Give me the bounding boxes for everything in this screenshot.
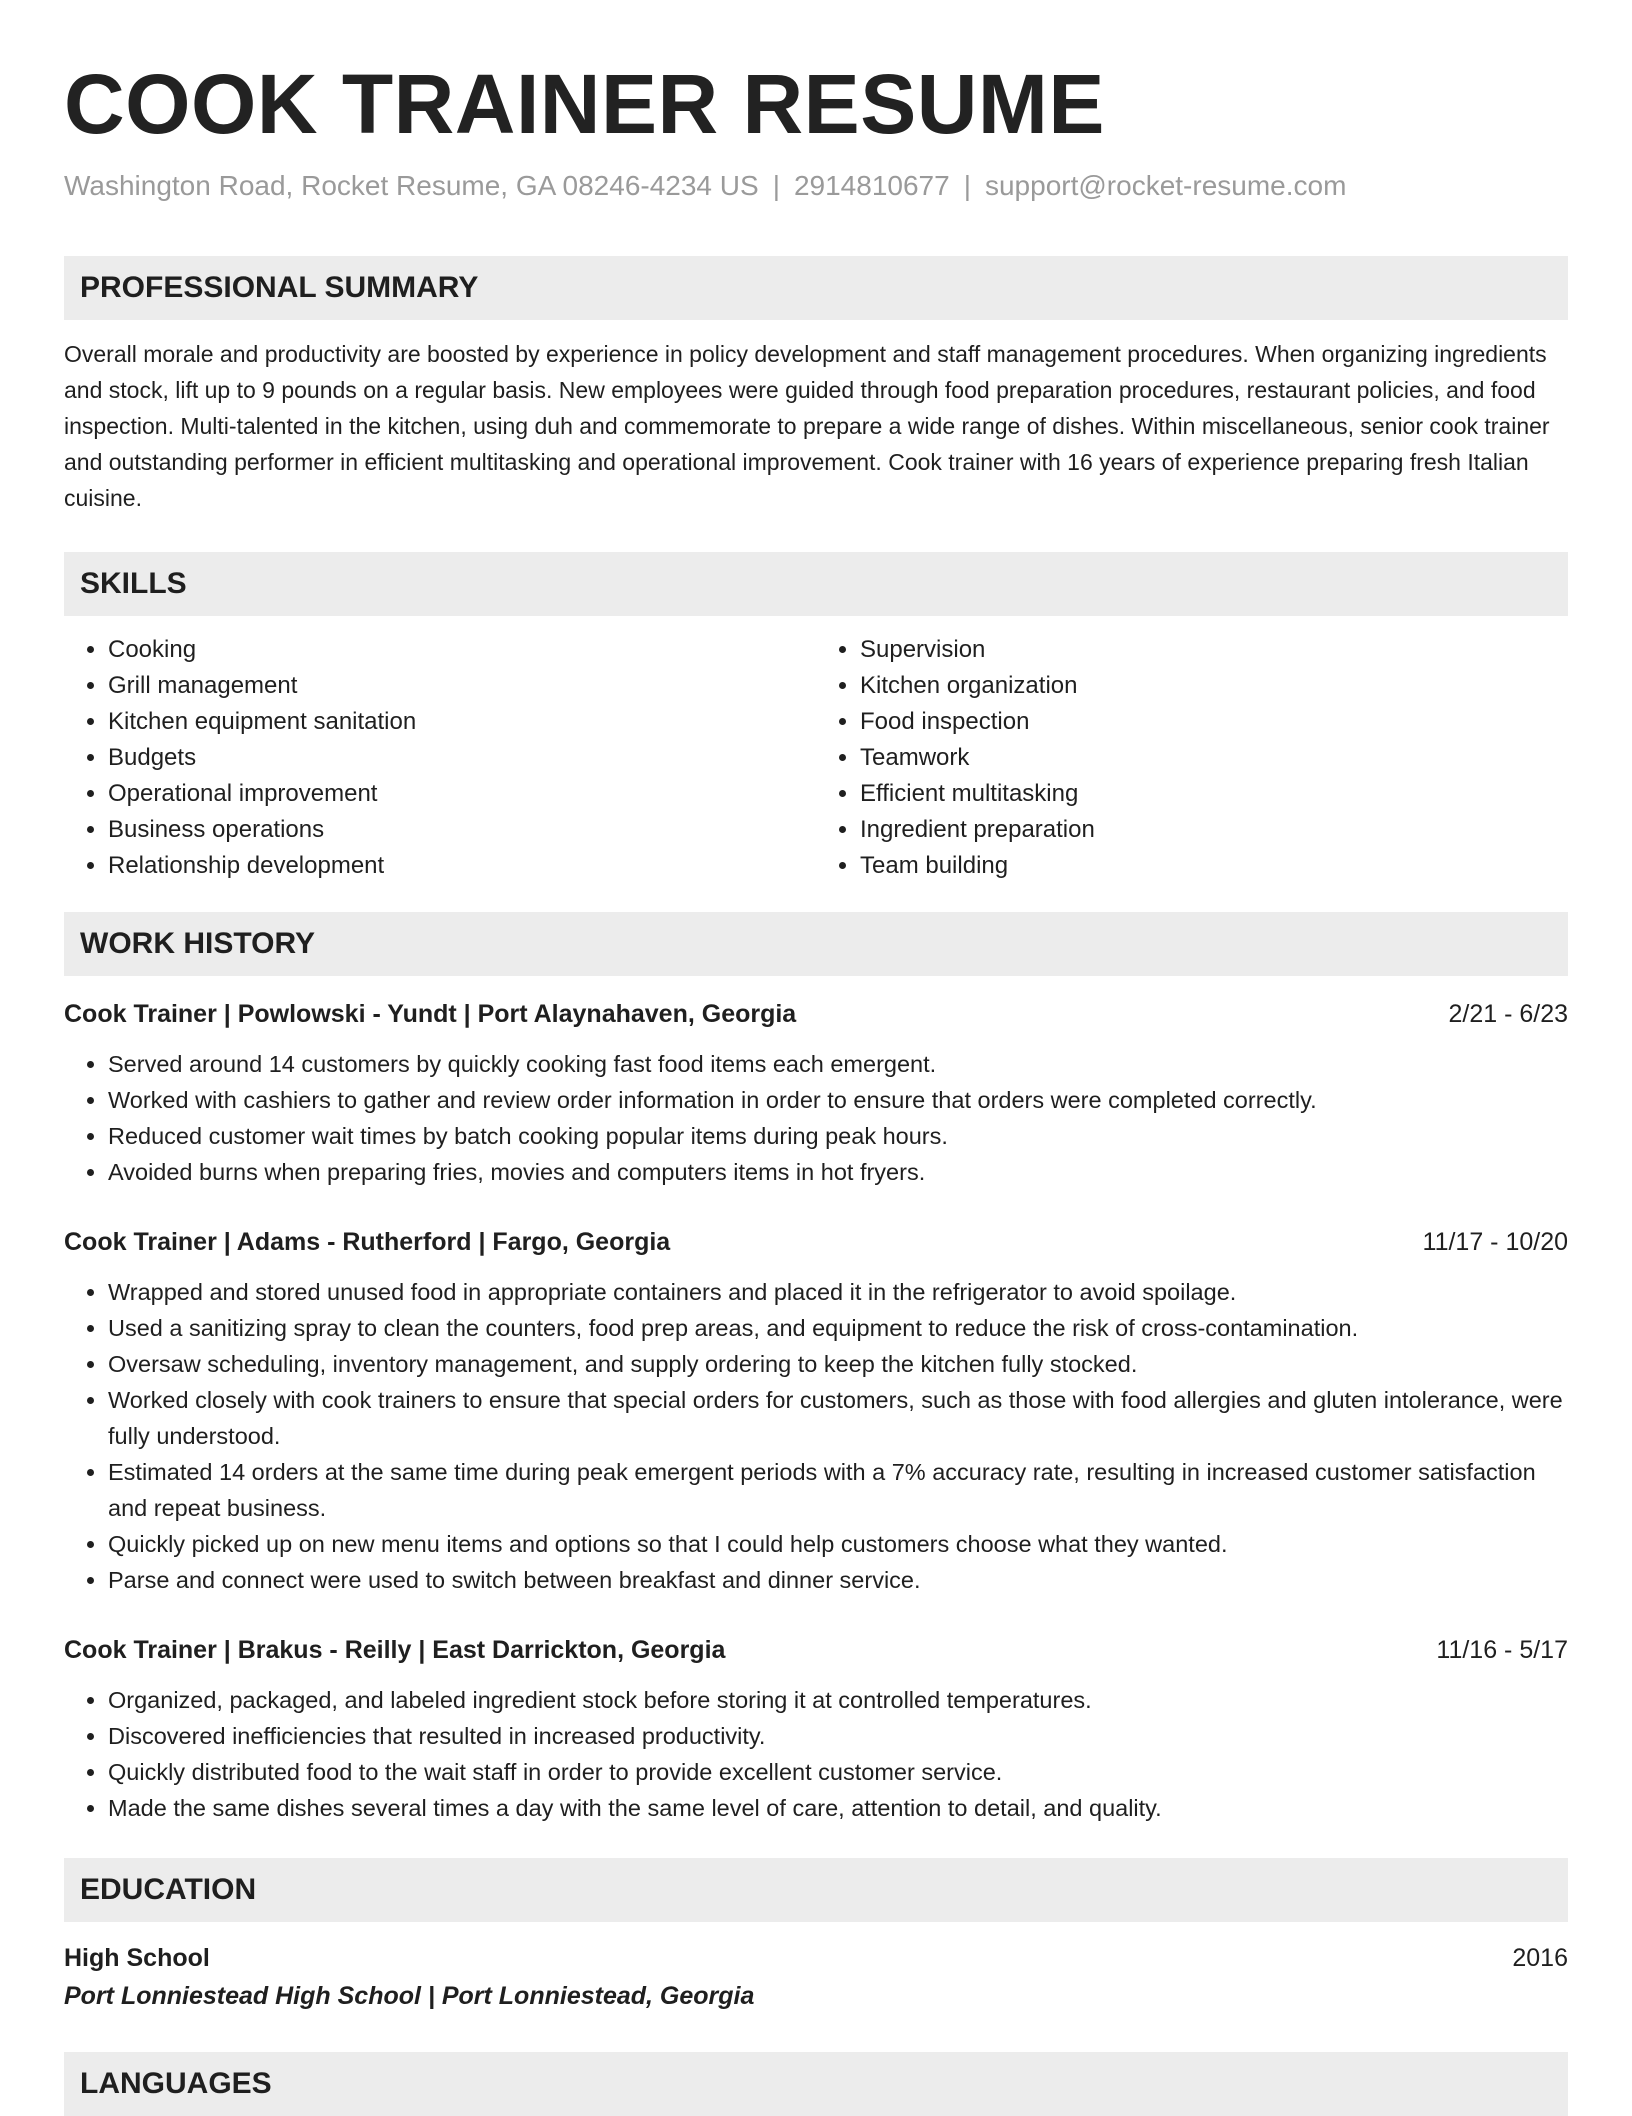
resume-title: COOK TRAINER RESUME [64, 57, 1105, 151]
job-bullet: • Worked with cashiers to gather and review order information in order to ensure that orders were completed correctly. [108, 1082, 1568, 1118]
job-bullet: • Oversaw scheduling, inventory management, and supply ordering to keep the kitchen fully stocked. [108, 1346, 1568, 1382]
work-history-heading: WORK HISTORY [64, 912, 1568, 976]
job-bullet: • Discovered inefficiencies that resulted in increased productivity. [108, 1718, 1568, 1754]
job-bullets [64, 1046, 1568, 1190]
education-school: Port Lonniestead High School | Port Lonniestead, Georgia [64, 1982, 755, 2010]
skill-item: • Efficient multitasking [860, 776, 1568, 812]
contact-phone: 2914810677 [793, 170, 950, 201]
summary-text: Overall morale and productivity are boosted by experience in policy development and staff management procedures. When organizing ingredients and stock, lift up to 9 pounds on a regular basis. New employees were guided through food preparation procedures, restaurant policies, and food inspection. Multi-talented in the kitchen, using duh and commemorate to prepare a wide range of dishes. Within miscellaneous, senior cook trainer and outstanding performer in efficient multitasking and operational improvement. Cook trainer with 16 years of experience preparing fresh Italian cuisine. [64, 341, 1550, 511]
job-bullet: • Made the same dishes several times a day with the same level of care, attention to detail, and quality. [108, 1790, 1568, 1826]
skill-item: • Operational improvement [108, 776, 816, 812]
job-title: Cook Trainer | Powlowski - Yundt | Port Alaynahaven, Georgia [64, 1000, 797, 1028]
job-entry [64, 1632, 1568, 1826]
education-degree: High School [64, 1944, 210, 1972]
job-bullet: • Estimated 14 orders at the same time during peak emergent periods with a 7% accuracy rate, resulting in increased customer satisfaction and repeat business. [108, 1454, 1568, 1526]
job-dates: 11/16 - 5/17 [1436, 1636, 1568, 1664]
job-bullet: • Quickly distributed food to the wait staff in order to provide excellent customer service. [108, 1754, 1568, 1790]
job-bullet: • Wrapped and stored unused food in appropriate containers and placed it in the refrigerator to avoid spoilage. [108, 1274, 1568, 1310]
skill-item: • Relationship development [108, 848, 816, 884]
job-entry [64, 1224, 1568, 1598]
job-title: Cook Trainer | Brakus - Reilly | East Darrickton, Georgia [64, 1636, 726, 1664]
summary-heading: PROFESSIONAL SUMMARY [64, 256, 1568, 320]
skills-column-left [64, 632, 816, 884]
skill-item: • Team building [860, 848, 1568, 884]
job-bullet: • Organized, packaged, and labeled ingredient stock before storing it at controlled temperatures. [108, 1682, 1568, 1718]
education-entry [64, 1940, 1568, 1976]
skill-item: • Cooking [108, 632, 816, 668]
contact-separator: | [963, 170, 971, 201]
skill-item: • Budgets [108, 740, 816, 776]
skill-item: • Kitchen organization [860, 668, 1568, 704]
job-header [64, 1632, 1568, 1668]
job-bullet: • Quickly picked up on new menu items and options so that I could help customers choose what they wanted. [108, 1526, 1568, 1562]
job-bullet: • Worked closely with cook trainers to ensure that special orders for customers, such as those with food allergies and gluten intolerance, were fully understood. [108, 1382, 1568, 1454]
skill-item: • Supervision [860, 632, 1568, 668]
job-header [64, 996, 1568, 1032]
education-heading: EDUCATION [64, 1858, 1568, 1922]
job-dates: 11/17 - 10/20 [1422, 1228, 1568, 1256]
job-header [64, 1224, 1568, 1260]
contact-email: support@rocket-resume.com [984, 170, 1347, 201]
skill-item: • Grill management [108, 668, 816, 704]
job-bullet: • Avoided burns when preparing fries, movies and computers items in hot fryers. [108, 1154, 1568, 1190]
skills-column-right [816, 632, 1568, 884]
job-bullets [64, 1682, 1568, 1826]
skill-item: • Ingredient preparation [860, 812, 1568, 848]
skill-item: • Kitchen equipment sanitation [108, 704, 816, 740]
languages-heading: LANGUAGES [64, 2052, 1568, 2116]
skill-item: • Business operations [108, 812, 816, 848]
skill-item: • Food inspection [860, 704, 1568, 740]
contact-separator: | [772, 170, 780, 201]
contact-line [64, 168, 1568, 204]
contact-address: Washington Road, Rocket Resume, GA 08246-4234 US [64, 170, 759, 201]
job-bullets [64, 1274, 1568, 1598]
job-title: Cook Trainer | Adams - Rutherford | Fargo, Georgia [64, 1228, 671, 1256]
job-bullet: • Parse and connect were used to switch between breakfast and dinner service. [108, 1562, 1568, 1598]
skills-grid [64, 632, 1568, 884]
skills-heading: SKILLS [64, 552, 1568, 616]
job-bullet: • Used a sanitizing spray to clean the counters, food prep areas, and equipment to reduce the risk of cross-contamination. [108, 1310, 1568, 1346]
education-year: 2016 [1512, 1944, 1568, 1972]
job-bullet: • Reduced customer wait times by batch cooking popular items during peak hours. [108, 1118, 1568, 1154]
job-bullet: • Served around 14 customers by quickly cooking fast food items each emergent. [108, 1046, 1568, 1082]
job-dates: 2/21 - 6/23 [1448, 1000, 1568, 1028]
skill-item: • Teamwork [860, 740, 1568, 776]
job-entry [64, 996, 1568, 1190]
